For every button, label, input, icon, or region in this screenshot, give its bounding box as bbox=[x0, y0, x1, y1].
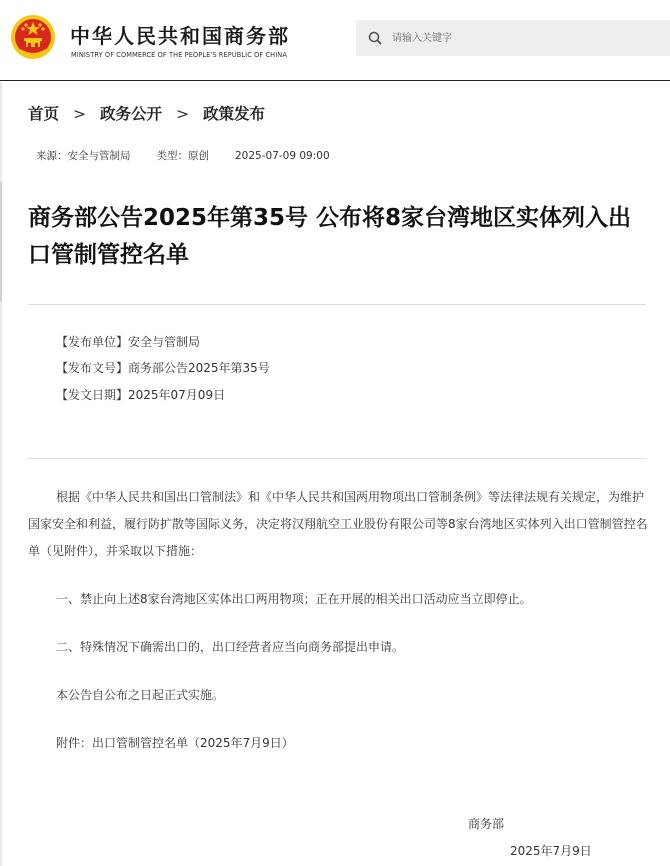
meta-datetime: 2025-07-09 09:00 bbox=[235, 150, 330, 162]
title-divider bbox=[28, 304, 646, 305]
article-body bbox=[28, 484, 650, 757]
meta-source: 来源：安全与管制局 bbox=[36, 150, 131, 162]
breadcrumb-policy-release[interactable]: 政策发布 bbox=[203, 105, 266, 123]
search-icon[interactable] bbox=[368, 31, 382, 45]
meta-type: 类型：原创 bbox=[156, 150, 209, 162]
attachment-link[interactable]: 附件：出口管制管控名单（2025年7月9日） bbox=[56, 736, 294, 750]
breadcrumb-separator: > bbox=[176, 105, 190, 123]
sign-date: 2025年7月9日 bbox=[510, 844, 592, 858]
info-doc-number: 【发布文号】商务部公告2025年第35号 bbox=[56, 361, 270, 375]
left-divider bbox=[0, 82, 2, 866]
breadcrumb-separator: > bbox=[73, 105, 87, 123]
site-header bbox=[0, 0, 670, 81]
paragraph: 二、特殊情况下确需出口的，出口经营者应当向商务部提出申请。 bbox=[56, 640, 405, 654]
article-title: 商务部公告2025年第35号 公布将8家台湾地区实体列入出口管制管控名单 bbox=[28, 205, 632, 268]
site-name-cn[interactable]: 中华人民共和国商务部 bbox=[70, 24, 290, 48]
signer: 商务部 bbox=[468, 817, 505, 831]
breadcrumb-home[interactable]: 首页 bbox=[28, 105, 60, 123]
paragraph: 本公告自公布之日起正式实施。 bbox=[56, 688, 225, 702]
info-unit: 【发布单位】安全与管制局 bbox=[56, 335, 201, 349]
site-name-en: MINISTRY OF COMMERCE OF THE PEOPLE'S REPUBLIC OF CHINA bbox=[71, 51, 287, 59]
search-input[interactable] bbox=[392, 20, 662, 56]
paragraph: 根据《中华人民共和国出口管制法》和《中华人民共和国两用物项出口管制条例》等法律法规有关规定，为维护国家安全和利益，履行防扩散等国际义务，决定将汉翔航空工业股份有限公司等8家台湾地区实体列入出口管制管控名单（见附件），并采取以下措施： bbox=[28, 490, 648, 558]
info-date: 【发文日期】2025年07月09日 bbox=[56, 388, 226, 402]
info-divider bbox=[28, 458, 646, 459]
paragraph: 一、禁止向上述8家台湾地区实体出口两用物项；正在开展的相关出口活动应当立即停止。 bbox=[56, 592, 532, 606]
article-meta bbox=[36, 148, 330, 163]
breadcrumb bbox=[28, 102, 265, 124]
search-box bbox=[356, 20, 670, 56]
national-emblem-icon[interactable] bbox=[10, 14, 56, 60]
breadcrumb-government-affairs[interactable]: 政务公开 bbox=[100, 105, 163, 123]
